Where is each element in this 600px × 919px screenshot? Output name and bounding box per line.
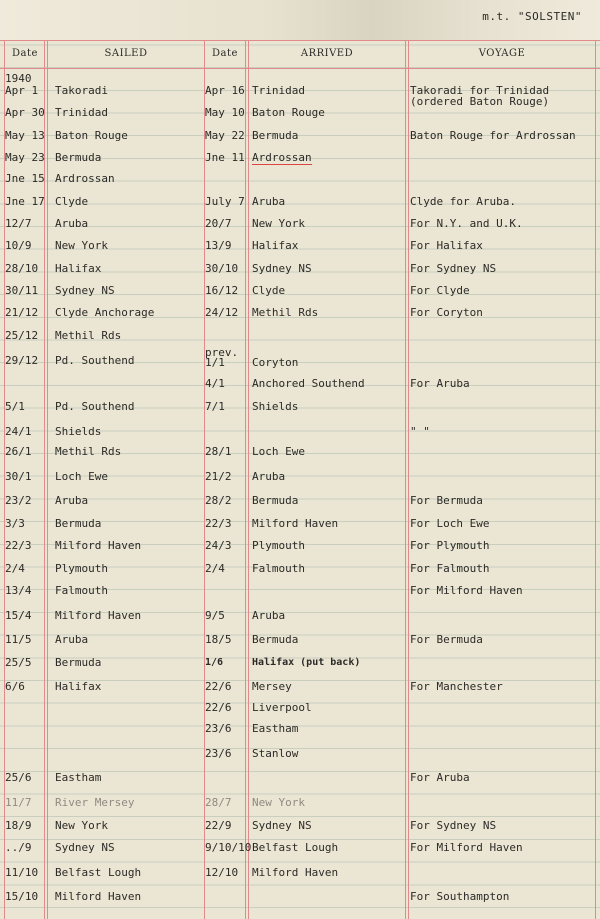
sailed-port: Halifax	[55, 262, 102, 275]
header-rule-top	[0, 40, 600, 41]
arrived-date: 24/3	[205, 539, 232, 552]
column-rule	[408, 40, 409, 919]
arrived-date: 12/10	[205, 866, 239, 879]
arrived-date: May 10	[205, 106, 245, 119]
arrived-port: Eastham	[252, 722, 299, 735]
sailed-date: 15/4	[5, 609, 32, 622]
voyage-note: For Halifax	[410, 239, 483, 252]
arrived-date: 28/1	[205, 445, 232, 458]
arrived-port: Aruba	[252, 195, 286, 208]
sailed-port: Belfast Lough	[55, 866, 142, 879]
column-rule	[245, 40, 246, 919]
sailed-port: Clyde	[55, 195, 89, 208]
voyage-note: For Bermuda	[410, 494, 483, 507]
arrived-date: Apr 16	[205, 84, 245, 97]
arrived-date: 24/12	[205, 306, 239, 319]
voyage-note: For Aruba	[410, 771, 470, 784]
arrived-port: Baton Rouge	[252, 106, 325, 119]
voyage-note: For Clyde	[410, 284, 470, 297]
header-voyage: VOYAGE	[478, 48, 526, 59]
arrived-date: 9/10/10	[205, 841, 252, 854]
arrived-date: 22/6	[205, 680, 232, 693]
arrived-date: 4/1	[205, 377, 225, 390]
sailed-port: River Mersey	[55, 796, 135, 809]
voyage-note: For Sydney NS	[410, 262, 497, 275]
sailed-date: Jne 15	[5, 172, 45, 185]
sailed-date: Apr 30	[5, 106, 45, 119]
arrived-port: Belfast Lough	[252, 841, 339, 854]
arrived-port: Shields	[252, 400, 299, 413]
sailed-port: Aruba	[55, 494, 89, 507]
arrived-port: Liverpool	[252, 701, 312, 714]
arrived-port: Bermuda	[252, 633, 299, 646]
sailed-date: 30/11	[5, 284, 39, 297]
sailed-port: New York	[55, 239, 108, 252]
sailed-date: 5/1	[5, 400, 25, 413]
sailed-port: Milford Haven	[55, 539, 142, 552]
sailed-date: 25/5	[5, 656, 32, 669]
sailed-port: Pd. Southend	[55, 354, 135, 367]
arrived-port: Bermuda	[252, 129, 299, 142]
sailed-port: Sydney NS	[55, 284, 115, 297]
arrived-date: Jne 11	[205, 151, 245, 164]
voyage-note: For Bermuda	[410, 633, 483, 646]
sailed-port: Shields	[55, 425, 102, 438]
voyage-note: For Manchester	[410, 680, 503, 693]
arrived-date: 22/9	[205, 819, 232, 832]
sailed-port: Sydney NS	[55, 841, 115, 854]
sailed-date: 21/12	[5, 306, 39, 319]
arrived-port: Loch Ewe	[252, 445, 305, 458]
ship-title: m.t. "SOLSTEN"	[482, 10, 582, 23]
arrived-date: 16/12	[205, 284, 239, 297]
arrived-date: 28/2	[205, 494, 232, 507]
arrived-date: prev.	[205, 346, 239, 359]
sailed-date: 11/5	[5, 633, 32, 646]
sailed-port: Falmouth	[55, 584, 108, 597]
sailed-date: 11/7	[5, 796, 32, 809]
sailed-date: 13/4	[5, 584, 32, 597]
arrived-date: 21/2	[205, 470, 232, 483]
sailed-port: Baton Rouge	[55, 129, 128, 142]
arrived-port: New York	[252, 796, 305, 809]
arrived-port: Milford Haven	[252, 517, 339, 530]
arrived-port: Stanlow	[252, 747, 299, 760]
arrived-date: 13/9	[205, 239, 232, 252]
voyage-note: For Sydney NS	[410, 819, 497, 832]
arrived-port: Mersey	[252, 680, 292, 693]
sailed-date: 2/4	[5, 562, 25, 575]
arrived-port: Milford Haven	[252, 866, 339, 879]
arrived-port: Coryton	[252, 356, 299, 369]
arrived-port: Ardrossan	[252, 151, 312, 164]
sailed-port: Methil Rds	[55, 445, 122, 458]
header-date-sailed: Date	[12, 48, 38, 59]
sailed-port: Ardrossan	[55, 172, 115, 185]
arrived-date: 1/6	[205, 657, 224, 668]
sailed-date: 24/1	[5, 425, 32, 438]
voyage-note: For Southampton	[410, 890, 510, 903]
voyage-note: For Plymouth	[410, 539, 490, 552]
arrived-port: Trinidad	[252, 84, 305, 97]
sailed-date: 30/1	[5, 470, 32, 483]
sailed-port: Aruba	[55, 217, 89, 230]
arrived-date: 23/6	[205, 722, 232, 735]
sailed-port: Pd. Southend	[55, 400, 135, 413]
sailed-date: 15/10	[5, 890, 39, 903]
arrived-port: Halifax (put back)	[252, 657, 361, 668]
sailed-port: Clyde Anchorage	[55, 306, 155, 319]
voyage-note: For Falmouth	[410, 562, 490, 575]
voyage-note: Clyde for Aruba.	[410, 195, 516, 208]
column-rule	[405, 40, 406, 919]
sailed-date: 25/12	[5, 329, 39, 342]
arrived-port: Falmouth	[252, 562, 305, 575]
sailed-port: Halifax	[55, 680, 102, 693]
sailed-date: 10/9	[5, 239, 32, 252]
sailed-port: Plymouth	[55, 562, 108, 575]
sailed-date: 11/10	[5, 866, 39, 879]
sailed-port: Aruba	[55, 633, 89, 646]
arrived-date: 1/1	[205, 356, 225, 369]
sailed-port: Eastham	[55, 771, 102, 784]
voyage-note: Baton Rouge for Ardrossan	[410, 129, 576, 142]
sailed-date: 12/7	[5, 217, 32, 230]
column-rule	[248, 40, 249, 919]
arrived-date: 20/7	[205, 217, 232, 230]
sailed-date: May 13	[5, 129, 45, 142]
voyage-note: For Loch Ewe	[410, 517, 490, 530]
sailed-date: 26/1	[5, 445, 32, 458]
sailed-date: 23/2	[5, 494, 32, 507]
arrived-date: 22/6	[205, 701, 232, 714]
column-rule	[47, 40, 48, 919]
sailed-port: Loch Ewe	[55, 470, 108, 483]
sailed-date: 22/3	[5, 539, 32, 552]
arrived-port: New York	[252, 217, 305, 230]
sailed-port: Milford Haven	[55, 890, 142, 903]
sailed-date: 18/9	[5, 819, 32, 832]
sailed-date: 25/6	[5, 771, 32, 784]
sailed-port: Bermuda	[55, 656, 102, 669]
year-label: 1940	[5, 72, 32, 85]
sailed-date: May 23	[5, 151, 45, 164]
voyage-note: For Aruba	[410, 377, 470, 390]
arrived-date: 9/5	[205, 609, 225, 622]
arrived-port: Sydney NS	[252, 819, 312, 832]
arrived-port: Sydney NS	[252, 262, 312, 275]
arrived-port: Clyde	[252, 284, 286, 297]
voyage-note: For N.Y. and U.K.	[410, 217, 523, 230]
header-rule-bottom	[0, 68, 600, 69]
arrived-port: Aruba	[252, 609, 286, 622]
sailed-port: Takoradi	[55, 84, 108, 97]
sailed-port: Bermuda	[55, 517, 102, 530]
arrived-date: May 22	[205, 129, 245, 142]
arrived-date: 30/10	[205, 262, 239, 275]
sailed-port: Trinidad	[55, 106, 108, 119]
voyage-note-continued: (ordered Baton Rouge)	[410, 95, 550, 108]
sailed-date: Jne 17	[5, 195, 45, 208]
sailed-date: ../9	[5, 841, 32, 854]
header-arrived: ARRIVED	[300, 48, 354, 59]
arrived-date: 28/7	[205, 796, 232, 809]
voyage-note: " "	[410, 425, 430, 438]
arrived-port: Bermuda	[252, 494, 299, 507]
arrived-port: Plymouth	[252, 539, 305, 552]
header-date-arrived: Date	[212, 48, 238, 59]
sailed-date: 3/3	[5, 517, 25, 530]
arrived-port: Methil Rds	[252, 306, 319, 319]
arrived-port: Aruba	[252, 470, 286, 483]
column-rule	[595, 40, 596, 919]
sailed-port: Bermuda	[55, 151, 102, 164]
sailed-date: 28/10	[5, 262, 39, 275]
voyage-note: For Milford Haven	[410, 584, 523, 597]
sailed-date: Apr 1	[5, 84, 39, 97]
voyage-note: Takoradi for Trinidad	[410, 84, 550, 97]
arrived-date: July 7	[205, 195, 245, 208]
sailed-date: 6/6	[5, 680, 25, 693]
sailed-date: 29/12	[5, 354, 39, 367]
arrived-port: Anchored Southend	[252, 377, 365, 390]
voyage-note: For Coryton	[410, 306, 483, 319]
header-sailed: SAILED	[104, 48, 148, 59]
arrived-port: Halifax	[252, 239, 299, 252]
arrived-date: 7/1	[205, 400, 225, 413]
arrived-date: 23/6	[205, 747, 232, 760]
voyage-note: For Milford Haven	[410, 841, 523, 854]
arrived-date: 22/3	[205, 517, 232, 530]
arrived-date: 18/5	[205, 633, 232, 646]
sailed-port: New York	[55, 819, 108, 832]
sailed-port: Milford Haven	[55, 609, 142, 622]
arrived-date: 2/4	[205, 562, 225, 575]
sailed-port: Methil Rds	[55, 329, 122, 342]
